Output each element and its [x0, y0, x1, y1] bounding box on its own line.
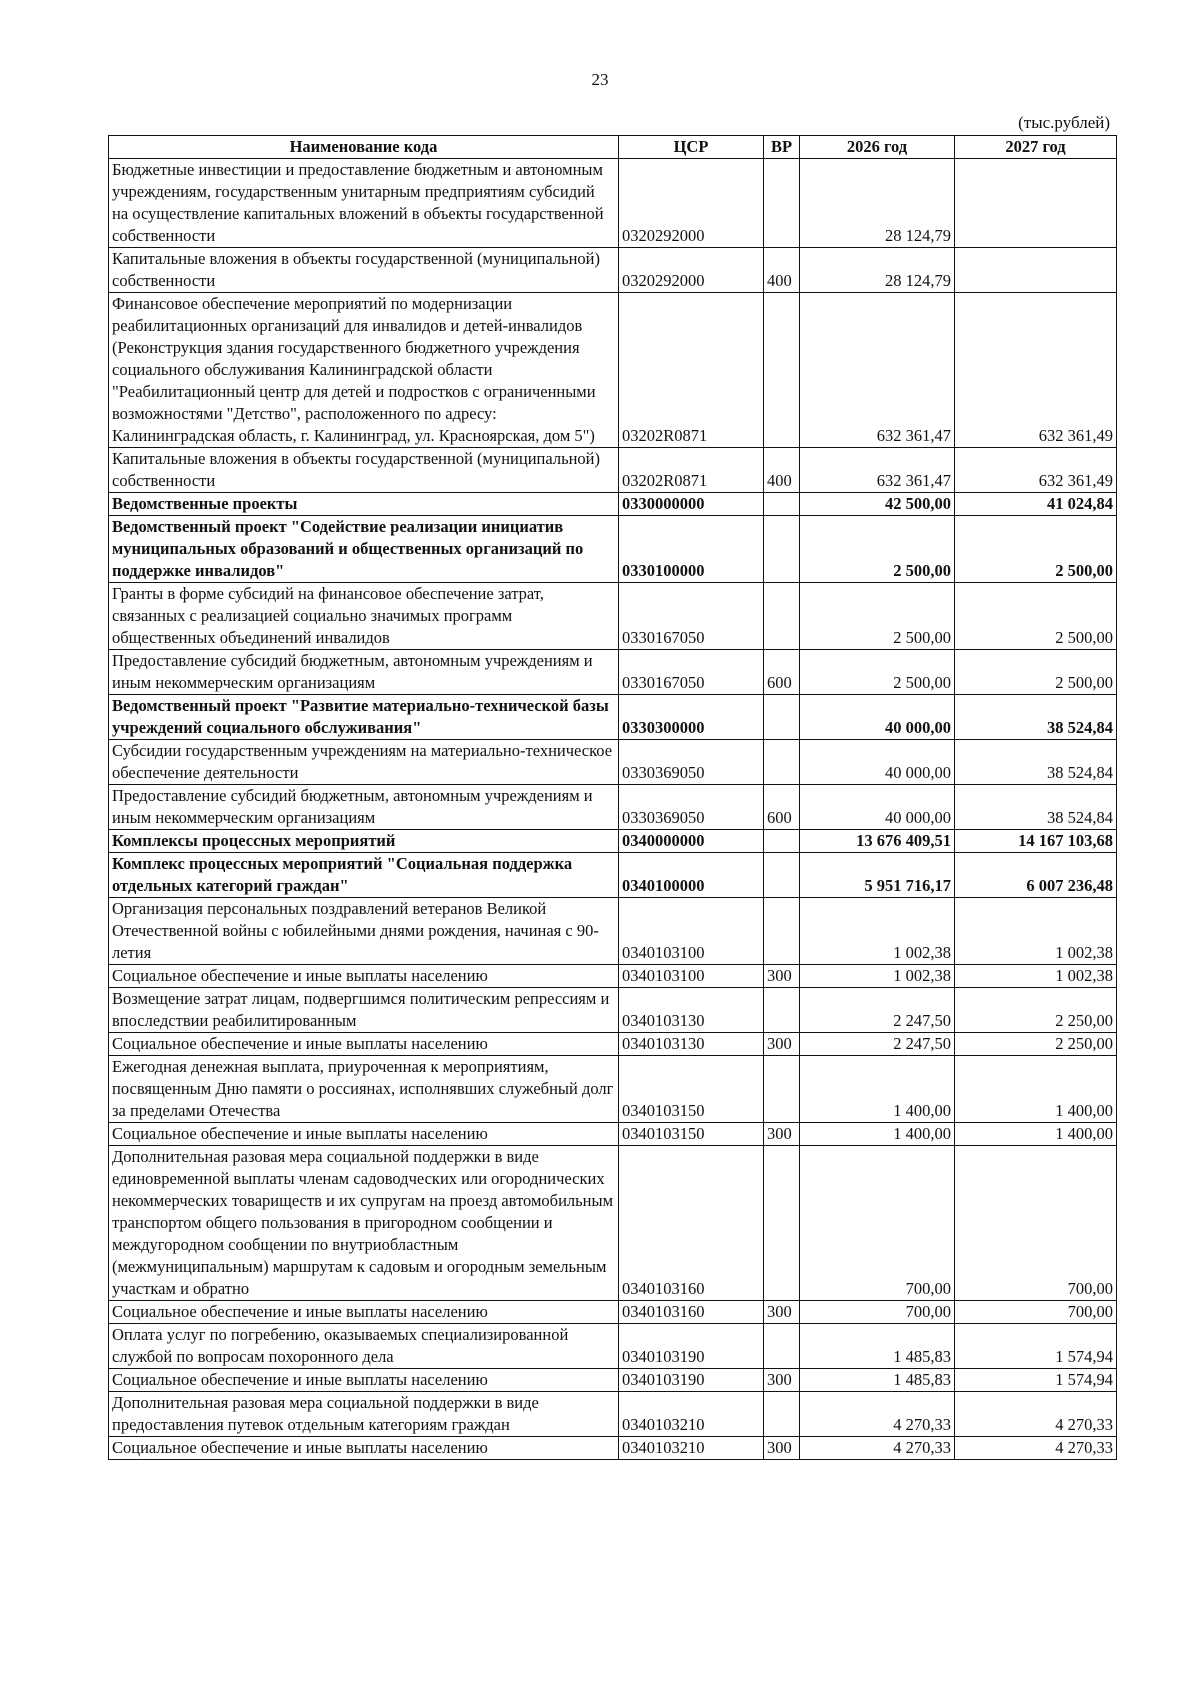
table-row [109, 898, 1117, 965]
row-2027-cell: 2 500,00 [955, 516, 1117, 583]
row-name-cell: Социальное обеспечение и иные выплаты населению [109, 1033, 619, 1056]
table-row [109, 1437, 1117, 1460]
row-vr-cell [764, 695, 800, 740]
table-row [109, 1146, 1117, 1301]
row-csr-cell: 0330300000 [619, 695, 764, 740]
row-2026-cell: 1 400,00 [800, 1123, 955, 1146]
row-2026-cell: 632 361,47 [800, 293, 955, 448]
table-row [109, 988, 1117, 1033]
row-csr-cell: 0340100000 [619, 853, 764, 898]
row-2027-cell: 700,00 [955, 1146, 1117, 1301]
row-2026-cell: 2 247,50 [800, 988, 955, 1033]
row-vr-cell [764, 830, 800, 853]
row-2026-cell: 1 400,00 [800, 1056, 955, 1123]
table-row [109, 695, 1117, 740]
row-2026-cell: 40 000,00 [800, 695, 955, 740]
row-vr-cell [764, 1392, 800, 1437]
table-row [109, 493, 1117, 516]
row-vr-cell: 600 [764, 785, 800, 830]
row-vr-cell: 400 [764, 248, 800, 293]
row-name-cell: Ведомственный проект "Развитие материально-технической базы учреждений социального обслуживания" [109, 695, 619, 740]
table-row [109, 1033, 1117, 1056]
row-csr-cell: 0340103100 [619, 898, 764, 965]
row-csr-cell: 0330000000 [619, 493, 764, 516]
row-2027-cell: 2 250,00 [955, 1033, 1117, 1056]
row-vr-cell [764, 898, 800, 965]
table-row [109, 1392, 1117, 1437]
row-name-cell: Финансовое обеспечение мероприятий по модернизации реабилитационных организаций для инвалидов и детей-инвалидов (Реконструкция здания государственного бюджетного учреждения социального обслуживания Калининградской области "Реабилитационный центр для детей и подростков с ограниченными возможностями "Детство", расположенного по адресу: Калининградская область, г. Калининград, ул. Красноярская, дом 5") [109, 293, 619, 448]
table-row [109, 293, 1117, 448]
row-2027-cell: 1 400,00 [955, 1123, 1117, 1146]
row-vr-cell: 300 [764, 1301, 800, 1324]
table-row [109, 830, 1117, 853]
units-label: (тыс.рублей) [1018, 113, 1110, 132]
row-csr-cell: 0330100000 [619, 516, 764, 583]
table-body [109, 159, 1117, 1460]
row-csr-cell: 0340103190 [619, 1324, 764, 1369]
row-name-cell: Гранты в форме субсидий на финансовое обеспечение затрат, связанных с реализацией социально значимых программ общественных объединений инвалидов [109, 583, 619, 650]
row-2026-cell: 40 000,00 [800, 785, 955, 830]
table-row [109, 516, 1117, 583]
row-vr-cell [764, 516, 800, 583]
table-row [109, 159, 1117, 248]
row-vr-cell [764, 1056, 800, 1123]
row-2027-cell: 1 002,38 [955, 898, 1117, 965]
row-vr-cell [764, 493, 800, 516]
row-2027-cell: 14 167 103,68 [955, 830, 1117, 853]
table-row [109, 853, 1117, 898]
row-csr-cell: 0320292000 [619, 159, 764, 248]
row-csr-cell: 0330167050 [619, 650, 764, 695]
row-2026-cell: 1 485,83 [800, 1324, 955, 1369]
header-csr: ЦСР [619, 136, 764, 159]
row-vr-cell [764, 159, 800, 248]
table-row [109, 785, 1117, 830]
row-name-cell: Капитальные вложения в объекты государственной (муниципальной) собственности [109, 248, 619, 293]
row-name-cell: Оплата услуг по погребению, оказываемых специализированной службой по вопросам похоронного дела [109, 1324, 619, 1369]
row-2026-cell: 5 951 716,17 [800, 853, 955, 898]
page-number: 23 [591, 70, 609, 89]
row-vr-cell [764, 583, 800, 650]
row-2026-cell: 2 247,50 [800, 1033, 955, 1056]
row-2026-cell: 1 002,38 [800, 898, 955, 965]
row-2027-cell: 4 270,33 [955, 1437, 1117, 1460]
table-row [109, 1056, 1117, 1123]
row-vr-cell [764, 1324, 800, 1369]
row-vr-cell: 400 [764, 448, 800, 493]
row-2026-cell: 1 485,83 [800, 1369, 955, 1392]
row-vr-cell [764, 740, 800, 785]
row-vr-cell: 300 [764, 965, 800, 988]
row-2026-cell: 40 000,00 [800, 740, 955, 785]
budget-table [108, 135, 1117, 1460]
row-csr-cell: 0340103190 [619, 1369, 764, 1392]
row-2027-cell: 2 500,00 [955, 583, 1117, 650]
row-2026-cell: 700,00 [800, 1146, 955, 1301]
row-2027-cell: 632 361,49 [955, 448, 1117, 493]
row-2027-cell: 2 250,00 [955, 988, 1117, 1033]
table-row [109, 583, 1117, 650]
row-csr-cell: 0330369050 [619, 785, 764, 830]
row-2026-cell: 700,00 [800, 1301, 955, 1324]
row-2027-cell: 41 024,84 [955, 493, 1117, 516]
row-name-cell: Социальное обеспечение и иные выплаты населению [109, 1437, 619, 1460]
row-name-cell: Возмещение затрат лицам, подвергшимся политическим репрессиям и впоследствии реабилитированным [109, 988, 619, 1033]
header-vr: ВР [764, 136, 800, 159]
table-row [109, 1301, 1117, 1324]
row-name-cell: Дополнительная разовая мера социальной поддержки в виде предоставления путевок отдельным категориям граждан [109, 1392, 619, 1437]
row-vr-cell [764, 853, 800, 898]
table-row [109, 965, 1117, 988]
row-2027-cell: 38 524,84 [955, 785, 1117, 830]
row-2026-cell: 42 500,00 [800, 493, 955, 516]
header-name: Наименование кода [109, 136, 619, 159]
row-2027-cell: 2 500,00 [955, 650, 1117, 695]
row-2027-cell: 4 270,33 [955, 1392, 1117, 1437]
table-row [109, 248, 1117, 293]
row-2026-cell: 28 124,79 [800, 248, 955, 293]
row-csr-cell: 0340103160 [619, 1146, 764, 1301]
row-csr-cell: 0340103210 [619, 1392, 764, 1437]
row-csr-cell: 0340103210 [619, 1437, 764, 1460]
row-name-cell: Социальное обеспечение и иные выплаты населению [109, 1301, 619, 1324]
row-csr-cell: 0340103100 [619, 965, 764, 988]
row-vr-cell: 300 [764, 1123, 800, 1146]
row-name-cell: Предоставление субсидий бюджетным, автономным учреждениям и иным некоммерческим организациям [109, 650, 619, 695]
row-2027-cell: 6 007 236,48 [955, 853, 1117, 898]
row-2026-cell: 4 270,33 [800, 1392, 955, 1437]
row-2026-cell: 632 361,47 [800, 448, 955, 493]
row-csr-cell: 0330167050 [619, 583, 764, 650]
row-csr-cell: 03202R0871 [619, 293, 764, 448]
row-2027-cell: 1 400,00 [955, 1056, 1117, 1123]
row-name-cell: Субсидии государственным учреждениям на материально-техническое обеспечение деятельности [109, 740, 619, 785]
row-vr-cell: 600 [764, 650, 800, 695]
table-header-row [109, 136, 1117, 159]
row-2027-cell: 700,00 [955, 1301, 1117, 1324]
row-2027-cell: 632 361,49 [955, 293, 1117, 448]
row-vr-cell: 300 [764, 1033, 800, 1056]
table-row [109, 1324, 1117, 1369]
row-2026-cell: 13 676 409,51 [800, 830, 955, 853]
row-2027-cell: 38 524,84 [955, 695, 1117, 740]
row-csr-cell: 03202R0871 [619, 448, 764, 493]
row-name-cell: Предоставление субсидий бюджетным, автономным учреждениям и иным некоммерческим организациям [109, 785, 619, 830]
row-name-cell: Социальное обеспечение и иные выплаты населению [109, 1123, 619, 1146]
row-csr-cell: 0340103130 [619, 988, 764, 1033]
row-2026-cell: 2 500,00 [800, 650, 955, 695]
row-vr-cell [764, 1146, 800, 1301]
row-name-cell: Организация персональных поздравлений ветеранов Великой Отечественной войны с юбилейными днями рождения, начиная с 90-летия [109, 898, 619, 965]
table-row [109, 740, 1117, 785]
row-name-cell: Ведомственный проект "Содействие реализации инициатив муниципальных образований и общественных организаций по поддержке инвалидов" [109, 516, 619, 583]
row-vr-cell: 300 [764, 1369, 800, 1392]
row-name-cell: Капитальные вложения в объекты государственной (муниципальной) собственности [109, 448, 619, 493]
header-2026: 2026 год [800, 136, 955, 159]
row-2027-cell: 1 002,38 [955, 965, 1117, 988]
row-csr-cell: 0340103150 [619, 1056, 764, 1123]
row-2027-cell [955, 248, 1117, 293]
row-name-cell: Бюджетные инвестиции и предоставление бюджетным и автономным учреждениям, государственным унитарным предприятиям субсидий на осуществление капитальных вложений в объекты государственной собственности [109, 159, 619, 248]
row-name-cell: Социальное обеспечение и иные выплаты населению [109, 1369, 619, 1392]
row-csr-cell: 0340103160 [619, 1301, 764, 1324]
row-name-cell: Дополнительная разовая мера социальной поддержки в виде единовременной выплаты членам садоводческих или огороднических некоммерческих товариществ и их супругам на проезд автомобильным транспортом общего пользования в пригородном сообщении и междугородном сообщении по внутриобластным (межмуниципальным) маршрутам к садовым и огородным земельным участкам и обратно [109, 1146, 619, 1301]
row-csr-cell: 0320292000 [619, 248, 764, 293]
row-name-cell: Ведомственные проекты [109, 493, 619, 516]
row-2026-cell: 1 002,38 [800, 965, 955, 988]
row-2027-cell: 1 574,94 [955, 1369, 1117, 1392]
row-name-cell: Комплекс процессных мероприятий "Социальная поддержка отдельных категорий граждан" [109, 853, 619, 898]
table-row [109, 448, 1117, 493]
row-name-cell: Социальное обеспечение и иные выплаты населению [109, 965, 619, 988]
row-vr-cell [764, 293, 800, 448]
row-vr-cell [764, 988, 800, 1033]
row-csr-cell: 0330369050 [619, 740, 764, 785]
row-name-cell: Комплексы процессных мероприятий [109, 830, 619, 853]
row-2026-cell: 2 500,00 [800, 583, 955, 650]
row-vr-cell: 300 [764, 1437, 800, 1460]
row-2026-cell: 4 270,33 [800, 1437, 955, 1460]
row-2027-cell [955, 159, 1117, 248]
row-csr-cell: 0340103150 [619, 1123, 764, 1146]
row-2027-cell: 1 574,94 [955, 1324, 1117, 1369]
row-2026-cell: 2 500,00 [800, 516, 955, 583]
row-csr-cell: 0340103130 [619, 1033, 764, 1056]
table-row [109, 650, 1117, 695]
table-row [109, 1123, 1117, 1146]
table-row [109, 1369, 1117, 1392]
row-2027-cell: 38 524,84 [955, 740, 1117, 785]
header-2027: 2027 год [955, 136, 1117, 159]
row-name-cell: Ежегодная денежная выплата, приуроченная к мероприятиям, посвященным Дню памяти о россиянах, исполнявших служебный долг за пределами Отечества [109, 1056, 619, 1123]
row-2026-cell: 28 124,79 [800, 159, 955, 248]
row-csr-cell: 0340000000 [619, 830, 764, 853]
